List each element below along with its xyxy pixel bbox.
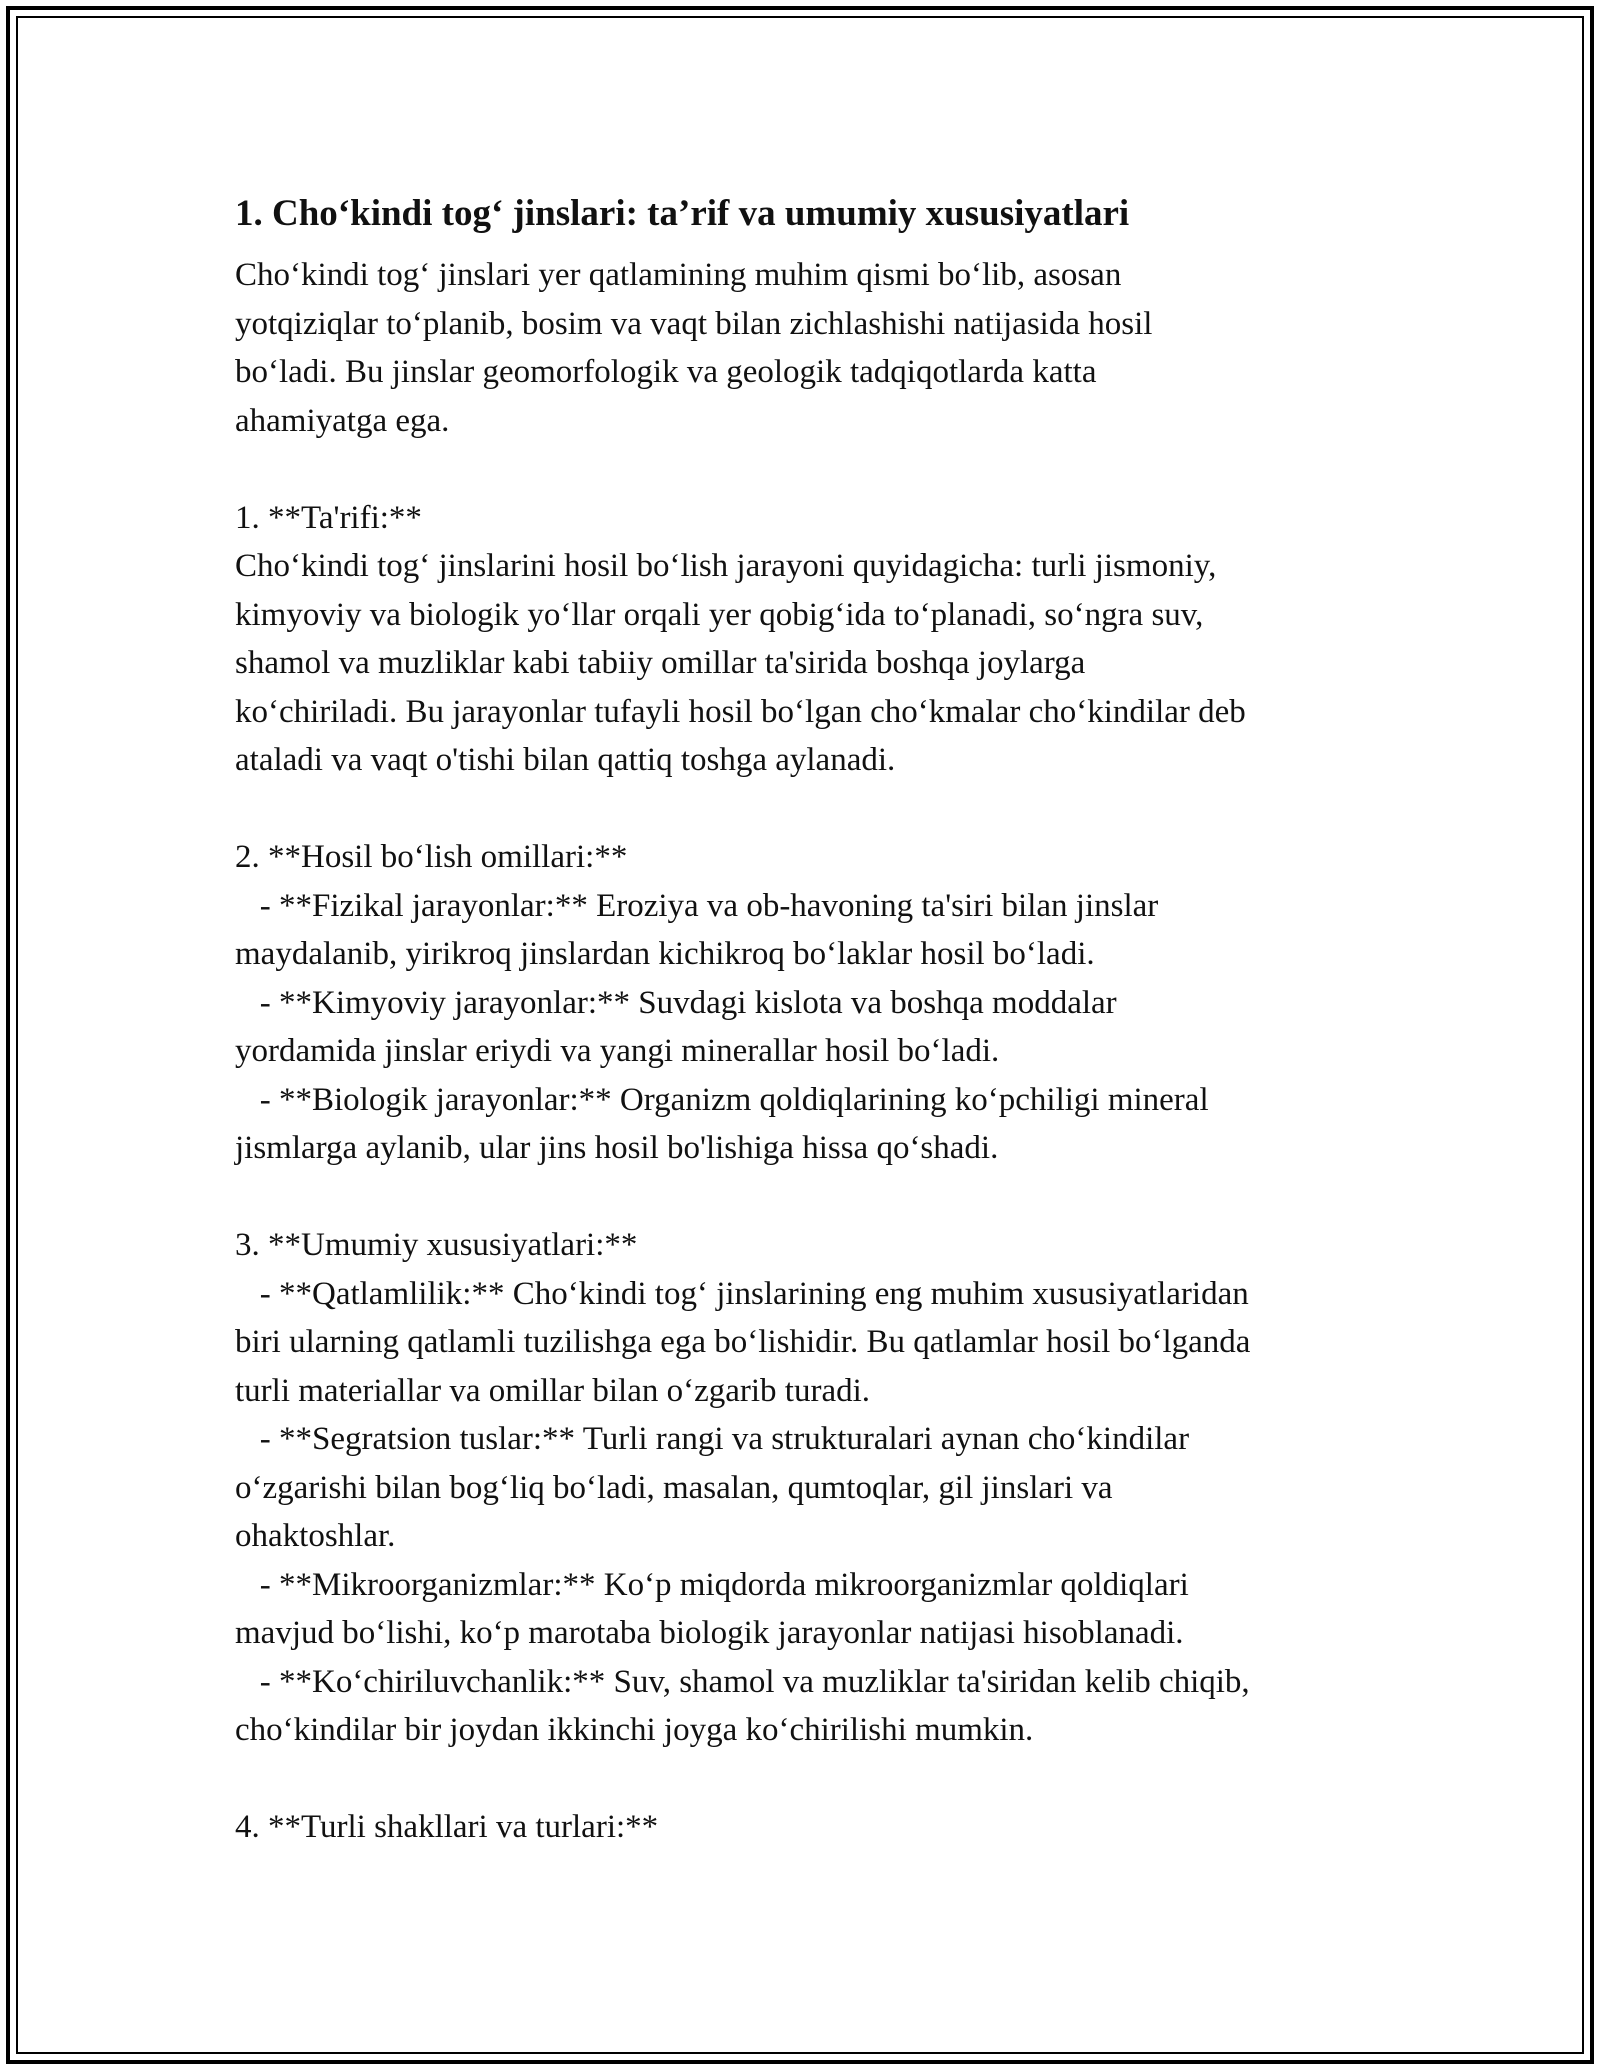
text-line: ohaktoshlar. — [235, 1518, 396, 1554]
text-line: - **Qatlamlilik:** Cho‘kindi tog‘ jinslarining eng muhim xususiyatlaridan — [235, 1275, 1249, 1312]
text-line: mavjud bo‘lishi, ko‘p marotaba biologik jarayonlar natijasi hisoblanadi. — [235, 1615, 1184, 1651]
text-line: kimyoviy va biologik yo‘llar orqali yer qobig‘ida to‘planadi, so‘ngra suv, — [235, 596, 1204, 633]
paragraph-gap — [235, 1173, 1385, 1222]
text-line: - **Mikroorganizmlar:** Ko‘p miqdorda mikroorganizmlar qoldiqlari — [235, 1566, 1189, 1603]
text-line: 1. **Ta'rifi:** — [235, 499, 422, 536]
paragraph-block — [235, 1803, 1385, 1852]
text-line: 4. **Turli shakllari va turlari:** — [235, 1809, 659, 1845]
text-line: shamol va muzliklar kabi tabiiy omillar ta'sirida boshqa joylarga — [235, 645, 1086, 681]
text-line: - **Ko‘chiriluvchanlik:** Suv, shamol va muzliklar ta'siridan kelib chiqib, — [235, 1663, 1250, 1700]
text-line: Cho‘kindi tog‘ jinslari yer qatlamining muhim qismi bo‘lib, asosan — [235, 257, 1122, 293]
text-line: 2. **Hosil bo‘lish omillari:** — [235, 839, 628, 875]
paragraph-block — [235, 833, 1385, 1173]
paragraph-gap — [235, 785, 1385, 834]
text-line: 3. **Umumiy xususiyatlari:** — [235, 1227, 638, 1263]
text-line: bo‘ladi. Bu jinslar geomorfologik va geologik tadqiqotlarda katta — [235, 354, 1097, 390]
text-line: cho‘kindilar bir joydan ikkinchi joyga ko‘chirilishi mumkin. — [235, 1712, 1034, 1748]
text-line: Cho‘kindi tog‘ jinslarini hosil bo‘lish jarayoni quyidagicha: turli jismoniy, — [235, 548, 1217, 584]
text-line: - **Biologik jarayonlar:** Organizm qoldiqlarining ko‘pchiligi mineral — [235, 1081, 1209, 1118]
paragraph-gap — [235, 445, 1385, 494]
text-line: - **Segratsion tuslar:** Turli rangi va strukturalari aynan cho‘kindilar — [235, 1421, 1190, 1457]
text-line: yotqiziqlar to‘planib, bosim va vaqt bilan zichlashishi natijasida hosil — [235, 305, 1153, 342]
text-line: ahamiyatga ega. — [235, 402, 450, 439]
document-body — [235, 185, 1385, 1852]
paragraph-block — [235, 251, 1385, 445]
text-line: maydalanib, yirikroq jinslardan kichikroq bo‘laklar hosil bo‘ladi. — [235, 936, 1095, 972]
text-line: ataladi va vaqt o'tishi bilan qattiq toshga aylanadi. — [235, 742, 896, 778]
document-blocks — [235, 251, 1385, 1852]
text-line: - **Kimyoviy jarayonlar:** Suvdagi kislota va boshqa moddalar — [235, 984, 1117, 1021]
paragraph-block — [235, 1221, 1385, 1755]
text-line: o‘zgarishi bilan bog‘liq bo‘ladi, masalan, qumtoqlar, gil jinslari va — [235, 1469, 1113, 1506]
text-line: yordamida jinslar eriydi va yangi minerallar hosil bo‘ladi. — [235, 1033, 1000, 1069]
text-line: biri ularning qatlamli tuzilishga ega bo‘lishidir. Bu qatlamlar hosil bo‘lganda — [235, 1324, 1251, 1360]
text-line: turli materiallar va omillar bilan o‘zgarib turadi. — [235, 1372, 871, 1409]
paragraph-block — [235, 494, 1385, 785]
text-line: - **Fizikal jarayonlar:** Eroziya va ob-havoning ta'siri bilan jinslar — [235, 887, 1159, 924]
paragraph-gap — [235, 1755, 1385, 1804]
text-line: jismlarga aylanib, ular jins hosil bo'lishiga hissa qo‘shadi. — [235, 1130, 999, 1166]
section-title: 1. Cho‘kindi tog‘ jinslari: ta’rif va umumiy xususiyatlari — [235, 193, 1130, 234]
text-line: ko‘chiriladi. Bu jarayonlar tufayli hosil bo‘lgan cho‘kmalar cho‘kindilar deb — [235, 693, 1246, 730]
